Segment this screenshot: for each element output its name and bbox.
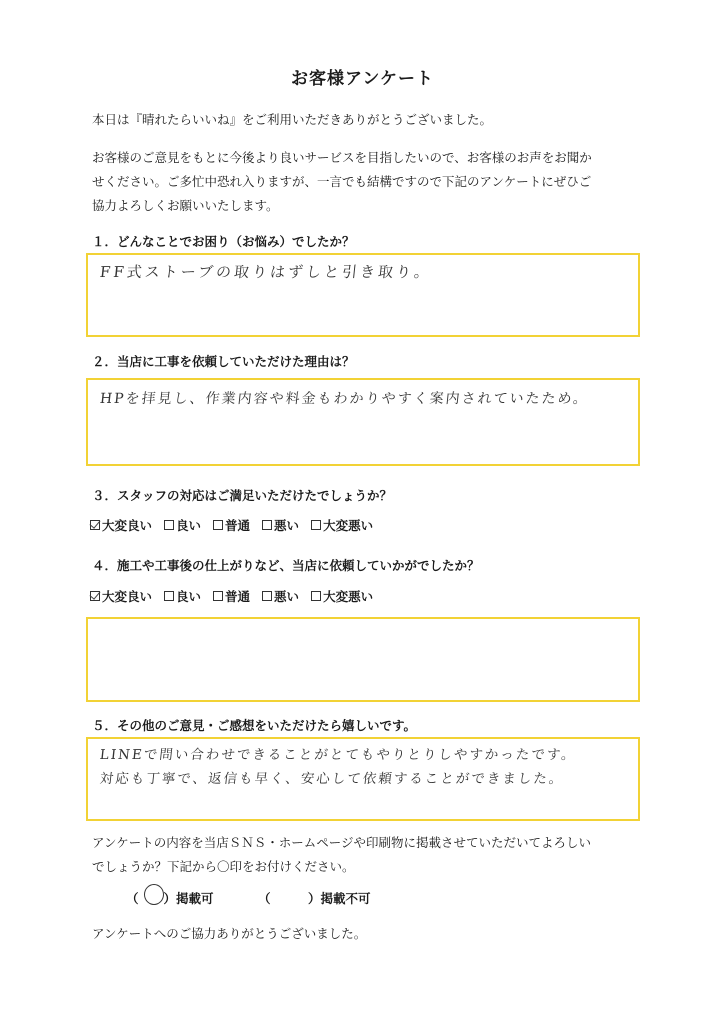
checkbox-icon[interactable] [213,520,223,530]
question-2-label: ２．当店に工事を依頼していただけた理由は？ [92,354,355,369]
q4-option-very-bad[interactable]: 大変悪い [311,587,373,605]
publish-ok-option[interactable]: （ ）掲載可 [126,891,214,906]
question-3-options [90,516,373,534]
checkbox-icon[interactable] [213,591,223,601]
question-2-answer-box[interactable] [86,378,640,466]
question-5-answer-box[interactable] [86,737,640,821]
checkbox-icon[interactable] [311,520,321,530]
checkbox-icon[interactable] [262,520,272,530]
question-4-options [90,587,373,605]
q4-option-good[interactable]: 良い [164,587,201,605]
consent-line: アンケートの内容を当店ＳＮＳ・ホームページや印刷物に掲載させていただいてよろしい [92,835,592,850]
checkbox-checked-icon[interactable] [90,591,100,601]
checkbox-icon[interactable] [164,520,174,530]
question-3-label: ３．スタッフの対応はご満足いただけたでしょうか？ [92,488,393,503]
question-5-answer-line: LINEで問い合わせできることがとてもやりとりしやすかったです。 [98,747,578,763]
question-4-answer-box[interactable] [86,617,640,702]
question-5-label: ５．その他のご意見・ご感想をいただけたら嬉しいです。 [92,718,417,733]
question-1-answer-box[interactable] [86,253,640,337]
q3-option-good[interactable]: 良い [164,516,201,534]
selected-circle-mark-icon [144,884,164,905]
question-2-answer: HPを拝見し、作業内容や料金もわかりやすく案内されていたため。 [99,391,590,407]
q3-option-very-good[interactable]: 大変良い [90,516,152,534]
consent-line: でしょうか？下記から〇印をお付けください。 [92,859,355,874]
publish-ng-option[interactable]: （ ）掲載不可 [258,891,371,906]
q4-option-bad[interactable]: 悪い [262,587,299,605]
intro-line: 協力よろしくお願いいたします。 [92,198,279,213]
intro-thanks: 本日は『晴れたらいいね』をご利用いただきありがとうございました。 [92,112,493,127]
checkbox-icon[interactable] [311,591,321,601]
q4-option-very-good[interactable]: 大変良い [90,587,152,605]
q4-option-normal[interactable]: 普通 [213,587,250,605]
intro-line: せください。ご多忙中恐れ入りますが、一言でも結構ですので下記のアンケートにぜひご [92,174,592,189]
question-4-label: ４．施工や工事後の仕上がりなど、当店に依頼していかがでしたか？ [92,558,480,573]
q3-option-bad[interactable]: 悪い [262,516,299,534]
checkbox-checked-icon[interactable] [90,520,100,530]
question-1-answer: FF式ストーブの取りはずしと引き取り。 [99,263,433,281]
closing-thanks: アンケートへのご協力ありがとうございました。 [92,926,367,941]
question-5-answer-line: 対応も丁寧で、返信も早く、安心して依頼することができました。 [98,771,566,787]
intro-request [92,146,652,218]
checkbox-icon[interactable] [262,591,272,601]
checkbox-icon[interactable] [164,591,174,601]
page-title: お客様アンケート [291,69,434,89]
q3-option-normal[interactable]: 普通 [213,516,250,534]
publish-consent-text [92,831,652,879]
question-1-label: １．どんなことでお困り（お悩み）でしたか？ [92,234,355,249]
q3-option-very-bad[interactable]: 大変悪い [311,516,373,534]
intro-line: お客様のご意見をもとに今後より良いサービスを目指したいので、お客様のお声をお聞か [92,150,592,165]
